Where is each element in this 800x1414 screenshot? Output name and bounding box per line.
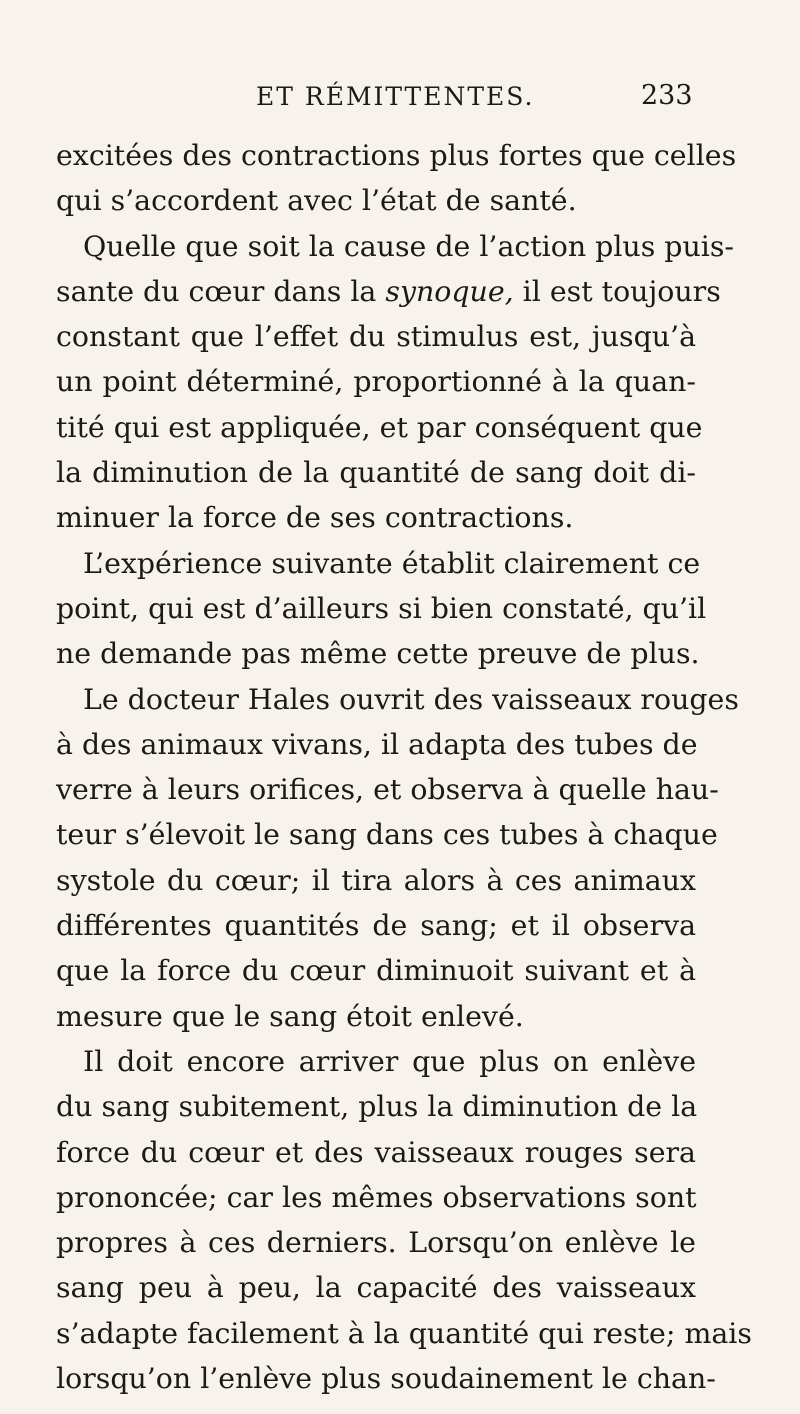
text-line: minuer la force de ses contractions. [56,501,574,535]
paragraph-first-line: Le docteur Hales ouvrit des vaisseaux rouges [83,682,739,716]
paragraph-first-line: L’expérience suivante établit clairement ce [83,546,701,580]
text-line: tité qui est appliquée, et par conséquent que [56,410,703,444]
paragraph-first-line: Quelle que soit la cause de l’action plus puis- [83,229,735,263]
text-line: qui s’accordent avec l’état de santé. [56,184,577,218]
text-line: du sang subitement, plus la diminution de la [56,1090,698,1124]
text-line: ne demande pas même cette preuve de plus. [56,637,700,671]
text-line: force du cœur et des vaisseaux rouges sera [56,1135,696,1169]
running-title: ET RÉMITTENTES. [256,82,535,111]
text-line: lorsqu’on l’enlève plus soudainement le chan- [56,1362,716,1396]
italic-term: synoque, [385,274,514,308]
body-text [56,133,752,1401]
text-line: point, qui est d’ailleurs si bien constaté, qu’il [56,591,707,625]
text-line: un point déterminé, proportionné à la quan- [56,365,696,399]
paragraph-first-line: Il doit encore arriver que plus on enlève [83,1044,696,1078]
text-line: différentes quantités de sang; et il observa [56,909,696,943]
text-line: à des animaux vivans, il adapta des tubes de [56,727,698,761]
text-line: verre à leurs orifices, et observa à quelle hau- [56,773,719,807]
text-line: mesure que le sang étoit enlevé. [56,999,524,1033]
text-line: teur s’élevoit le sang dans ces tubes à chaque [56,818,718,852]
text-line: sante du cœur dans la synoque, il est toujours [56,274,721,308]
text-line: excitées des contractions plus fortes que celles [56,139,737,172]
text-line: prononcée; car les mêmes observations sont [56,1180,697,1214]
text-line: propres à ces derniers. Lorsqu’on enlève le [56,1226,696,1260]
text-line: que la force du cœur diminuoit suivant et à [56,954,696,988]
text-line: sang peu à peu, la capacité des vaisseaux [56,1271,696,1305]
text-line: s’adapte facilement à la quantité qui reste; mais [56,1316,752,1350]
page-number: 233 [641,80,693,111]
running-head [0,82,800,122]
text-line: systole du cœur; il tira alors à ces animaux [56,863,696,897]
text-line: la diminution de la quantité de sang doit di- [56,456,696,490]
text-line: constant que l’effet du stimulus est, jusqu’à [56,320,696,354]
